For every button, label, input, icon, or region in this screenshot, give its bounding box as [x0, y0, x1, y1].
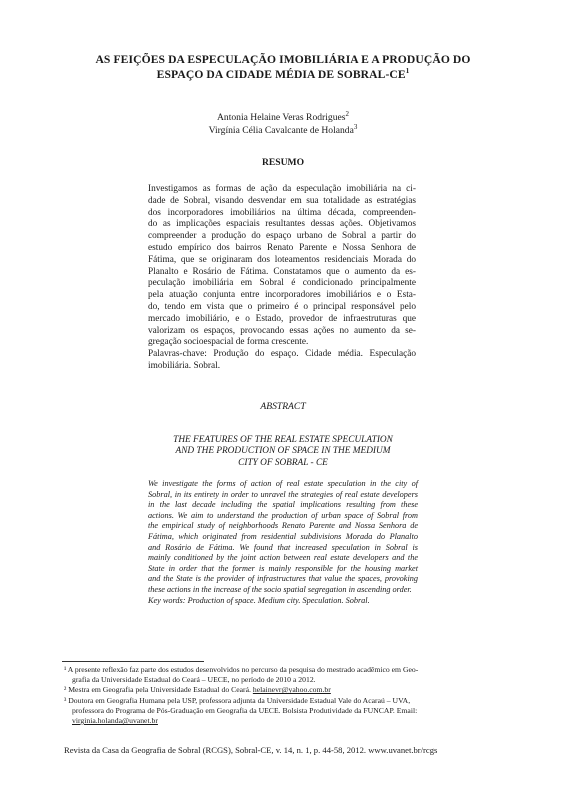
- footnote-3: ³ Doutora em Geografia Humana pela USP, professora adjunta da Universidade Estadual Vale do Acaraú – UVA, professora do Programa de Pós-Graduação em Geografia da UECE. Bolsista Produtividade da FUNCAP. Email: virginia.holanda@uvanet.br: [64, 696, 504, 727]
- resumo-line: peculação imobiliária em Sobral é condicionado principalmente: [148, 278, 416, 289]
- abstract-line: Sobral, in its entirety in order to unravel the strategies of real estate developers: [148, 489, 418, 499]
- abstract-line: State in order that the former is mainly responsible for the housing market: [148, 563, 418, 573]
- paper-title: [40, 52, 526, 82]
- title-line-2: ESPAÇO DA CIDADE MÉDIA DE SOBRAL-$CE^1$: [156, 67, 410, 81]
- palavras-chave-line: imobiliária. Sobral.: [148, 360, 221, 371]
- abstract-line: the empirical study of neighborhoods Renato Parente and Nossa Senhora de: [148, 521, 418, 531]
- resumo-line: gregação socioespacial de forma crescente.: [148, 337, 309, 348]
- abstract-line: and the State is the provider of infrastructures that value the spaces, provoking: [148, 574, 418, 584]
- authors: [150, 109, 416, 137]
- abstract-body: [148, 479, 418, 606]
- resumo-line: mercado imobiliário, e o Estado, provedor de infraestruturas que: [148, 313, 416, 324]
- author-2: Virgínia Célia Cavalcante de Holanda$^3$: [208, 122, 358, 136]
- abstract-title-line: AND THE PRODUCTION OF SPACE IN THE MEDIUM: [175, 446, 391, 457]
- abstract-heading: ABSTRACT: [260, 401, 306, 412]
- resumo-line: estudo empírico dos bairros Renato Parente e Nossa Senhora de: [148, 242, 416, 253]
- palavras-chave-line: Palavras-chave: Produção do espaço. Cidade média. Especulação: [148, 349, 416, 360]
- resumo-heading: RESUMO: [261, 157, 305, 168]
- resumo-line: do, tendo em vista que o primeiro é o principal responsável pelo: [148, 301, 416, 312]
- abstract-line: in the last decade including the spatial implications resulting from these: [148, 500, 418, 510]
- resumo-line: Planalto e Rosário de Fátima. Constatamos que o aumento da es-: [148, 266, 416, 277]
- footnotes: [64, 665, 504, 726]
- resumo-line: valorizam os espaços, provocando essas ações no aumento da se-: [148, 325, 416, 336]
- key-words-line: Key words: Production of space. Medium city. Speculation. Sobral.: [148, 595, 370, 605]
- author-2-email-link[interactable]: virginia.holanda@uvanet.br: [72, 716, 158, 726]
- resumo-line: pela atuação conjunta entre incorporadores imobiliários e o Esta-: [148, 290, 416, 301]
- author-2-footnote-marker: 3: [353, 122, 358, 131]
- author-1: Antonia Helaine Veras Rodrigues$^2$: [216, 109, 349, 123]
- abstract-title-line: THE FEATURES OF THE REAL ESTATE SPECULATION: [173, 435, 393, 445]
- abstract-line: mainly conditioned by the joint action between real estate developers and the: [148, 553, 418, 563]
- resumo-line: do as implicações espaciais resultantes dessas ações. Objetivamos: [148, 219, 416, 230]
- abstract-title-line: CITY OF SOBRAL - CE: [238, 457, 328, 468]
- resumo-line: Fátima, que se originaram dos loteamentos residenciais Morada do: [148, 254, 416, 265]
- resumo-body: [148, 184, 416, 373]
- abstract-title: [140, 435, 426, 469]
- resumo-line: dos incorporadores imobiliários na última década, compreenden-: [148, 207, 416, 218]
- resumo-line: compreender a produção do espaço urbano de Sobral a partir do: [148, 231, 416, 242]
- footnote-divider: [62, 661, 204, 662]
- abstract-line: We investigate the forms of action of real estate speculation in the city of: [148, 479, 418, 488]
- journal-citation: Revista da Casa da Geografia de Sobral (RCGS), Sobral-CE, v. 14, n. 1, p. 44-58, 2012. www.uvanet.br/rcgs: [64, 745, 438, 755]
- author-1-email-link[interactable]: helainevr@yahoo.com.br: [252, 685, 331, 695]
- resumo-line: dade de Sobral, visando desvendar em sua totalidade as estratégias: [148, 195, 416, 206]
- abstract-line: these actions in the increase of the socio spatial segregation in ascending order.: [148, 584, 412, 594]
- footnote-1: ¹ A presente reflexão faz parte dos estudos desenvolvidos no percurso da pesquisa do mestrado acadêmico em Geo- grafia da Universidade Estadual do Ceará – UECE, no período de 2010 a 2012.: [64, 665, 419, 685]
- resumo-line: Investigamos as formas de ação da especulação imobiliária na ci-: [148, 184, 416, 194]
- title-footnote-marker: 1: [405, 67, 410, 76]
- author-1-footnote-marker: 2: [345, 109, 349, 118]
- abstract-line: Fátima, which originated from residential subdivisions Morada do Planalto: [148, 531, 418, 541]
- abstract-line: actions. We aim to understand the production of urban space of Sobral from: [148, 510, 418, 520]
- abstract-line: and Rosário de Fátima. We found that increased speculation in Sobral is: [148, 542, 418, 552]
- footnote-2: ² Mestra em Geografia pela Universidade Estadual do Ceará. helainevr@yahoo.com.br: [64, 685, 331, 695]
- title-line-1: AS FEIÇÕES DA ESPECULAÇÃO IMOBILIÁRIA E A PRODUÇÃO DO: [95, 53, 471, 66]
